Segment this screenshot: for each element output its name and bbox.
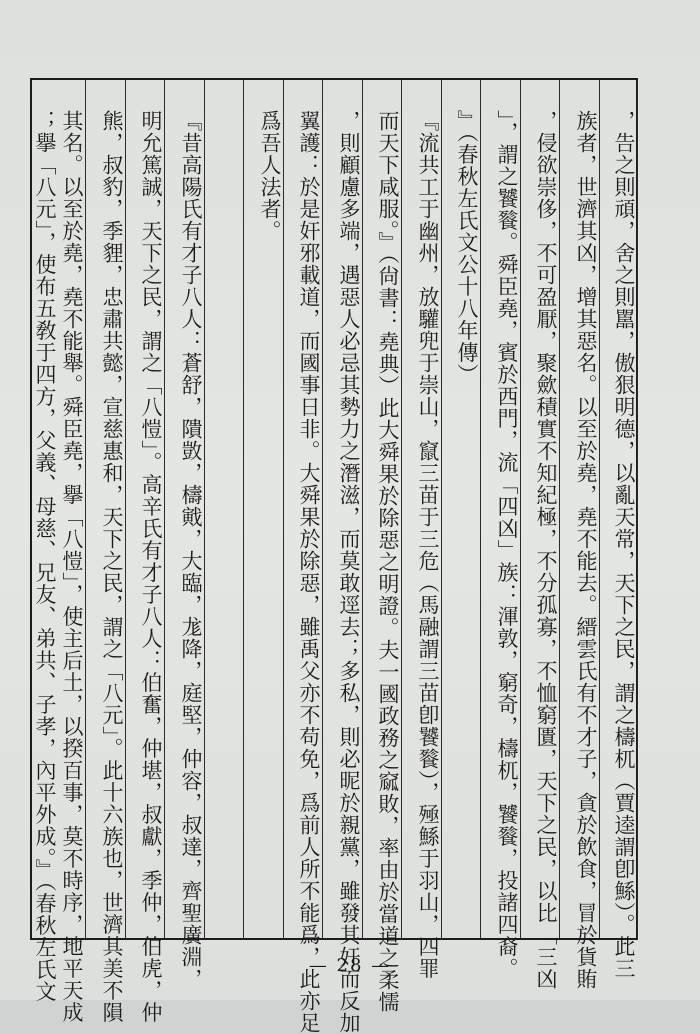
column-text: ，則顧慮多端，遇惡人必忌其勢力之潛滋，而莫敢逕去；多私，則必昵於親黨，雖發其奸而反加 [337, 110, 361, 1034]
column-text: 其名。以至於堯，堯不能舉。舜臣堯，擧「八愷」，使主后土，以揆百事，莫不時序，地平天成 [60, 110, 84, 1024]
column-text: 爲吾人法者。 [258, 110, 282, 242]
column-text: 『流共工于幽州，放驩兜于崇山，竄三苗于三危（馬融謂三苗卽饕餮），殛鯀于羽山，四罪 [416, 110, 440, 980]
column-text: 族者，世濟其凶，增其惡名。以至於堯，堯不能去。縉雲氏有不才子，貪於飲食，冒於貨賄 [574, 110, 598, 990]
text-column [86, 80, 126, 1024]
text-column [402, 80, 442, 980]
column-text: ；擧「八元」，使布五敎于四方，父義、母慈、兄友、弟共、子孝，內平外成。』（春秋左氏文 [33, 110, 57, 1003]
text-column [481, 80, 521, 980]
column-text: ，告之則頑，舍之則嚚，傲狠明德，以亂天常，天下之民，謂之檮杌（賈逵謂卽鯀）。此三 [612, 110, 636, 980]
text-column [600, 80, 638, 980]
column-text: 」，謂之饕餮。舜臣堯，賓於西門，流「四凶」族：渾敦，窮奇，檮杌，饕餮，投諸四裔。 [495, 110, 519, 980]
text-column [126, 80, 165, 1024]
text-column [284, 80, 323, 1034]
column-text: 『昔高陽氏有才子八人：蒼舒，隤敳，檮戭，大臨，尨降，庭堅，仲容，叔達，齊聖廣淵， [179, 110, 203, 990]
text-column [244, 80, 284, 938]
text-column [165, 80, 205, 990]
column-text: 熊，叔豹，季貍，忠肅共懿，宣慈惠和，天下之民，謂之「八元」。此十六族也，世濟其美不隕 [100, 110, 124, 1024]
text-column [560, 80, 600, 990]
page-number: — 28 — [308, 955, 392, 976]
text-column [442, 80, 481, 938]
column-text: 明允篤誠，天下之民，謂之「八愷」。高辛氏有才子八人：伯奮，仲堪，叔獻，季仲，伯虎，仲 [139, 110, 163, 1024]
text-column [323, 80, 363, 1034]
text-column [363, 80, 402, 1013]
column-text: 而天下咸服。』（尙書：堯典）此大舜果於除惡之明證。夫一國政務之窳敗，率由於當道之柔懦 [376, 110, 400, 1013]
text-column [205, 80, 244, 938]
column-text: ，侵欲崇侈，不可盈厭，聚歛積實不知紀極，不分孤寡，不恤窮匱，天下之民，以比「三凶 [534, 110, 558, 990]
text-column [32, 80, 57, 1003]
column-text: 翼護：於是奸邪載道，而國事日非。大舜果於除惡，雖禹父亦不苟免，爲前人所不能爲，此亦足 [297, 110, 321, 1034]
text-column [521, 80, 560, 990]
column-text: 』（春秋左氏文公十八年傳） [455, 110, 479, 386]
